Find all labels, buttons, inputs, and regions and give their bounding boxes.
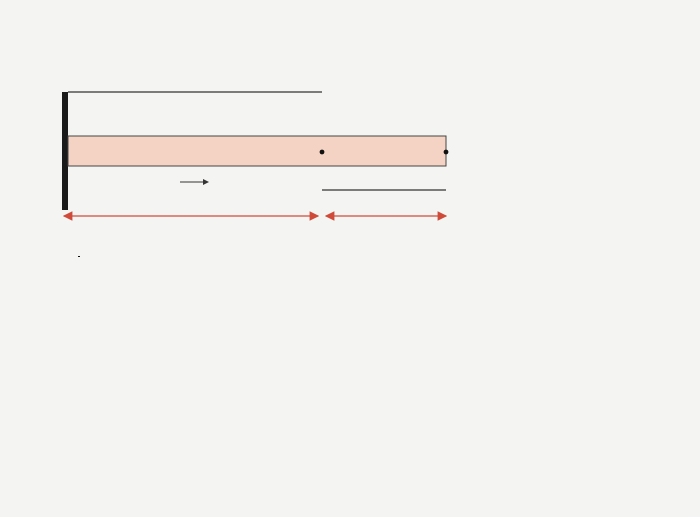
- point-b-dot: [444, 150, 449, 155]
- point-a-dot: [320, 150, 325, 155]
- part-c: [40, 247, 650, 266]
- beam: [68, 136, 446, 166]
- slope-fraction-numerator: [78, 256, 80, 257]
- beam-figure: [0, 0, 700, 245]
- fixed-support: [62, 92, 68, 210]
- question-parts: [40, 247, 650, 266]
- slope-fraction: [78, 256, 80, 257]
